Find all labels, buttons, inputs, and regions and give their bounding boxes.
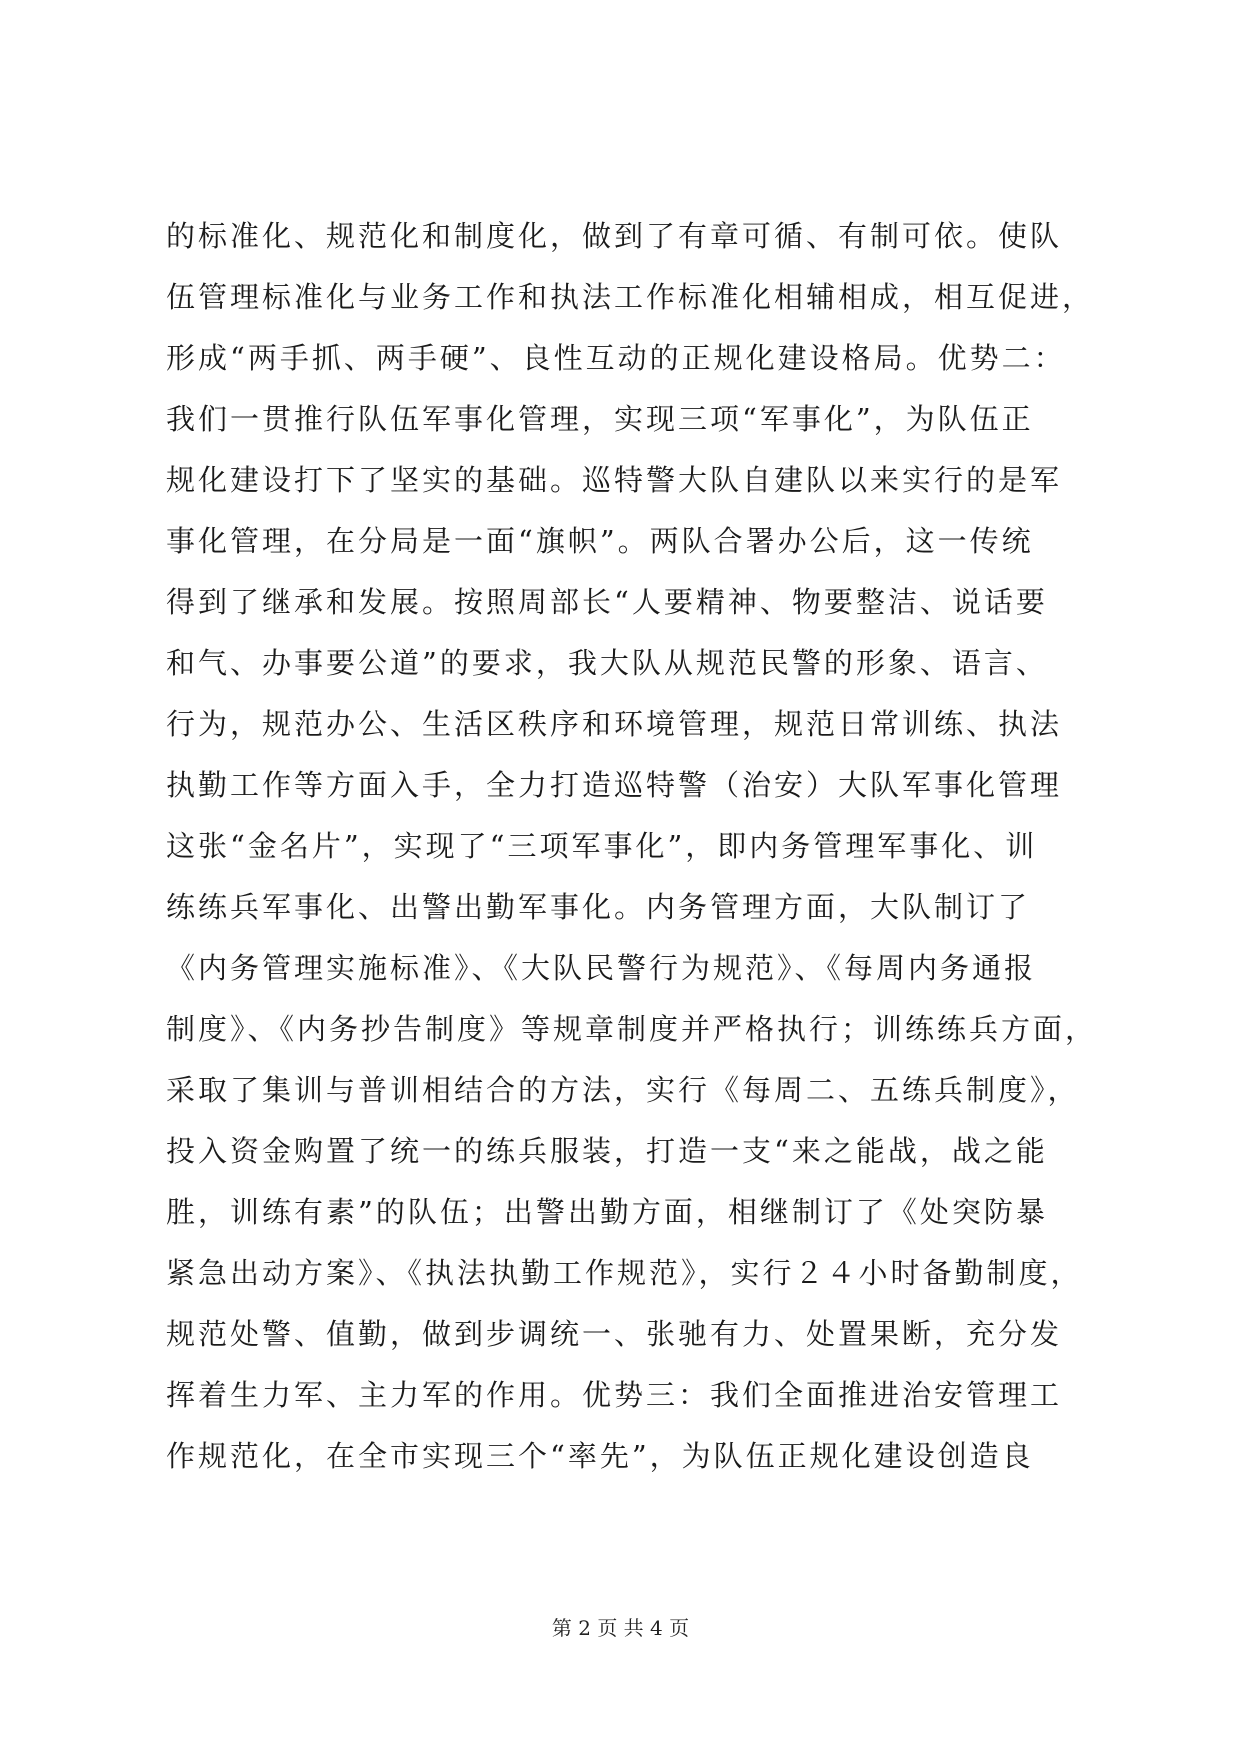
text-line: 事化管理，在分局是一面“旗帜”。两队合署办公后，这一传统 <box>166 524 1034 558</box>
text-line: 采取了集训与普训相结合的方法，实行《每周二、五练兵制度》， <box>166 1073 1080 1107</box>
text-line: 练练兵军事化、出警出勤军事化。内务管理方面，大队制订了 <box>166 890 1031 924</box>
text-line: 这张“金名片”，实现了“三项军事化”，即内务管理军事化、训 <box>166 829 1038 863</box>
text-line: 规化建设打下了坚实的基础。巡特警大队自建队以来实行的是军 <box>166 463 1063 497</box>
text-line: 胜，训练有素”的队伍；出警出勤方面，相继制订了《处突防暴 <box>166 1195 1048 1229</box>
text-line: 挥着生力军、主力军的作用。优势三：我们全面推进治安管理工 <box>166 1378 1063 1412</box>
text-line: 执勤工作等方面入手，全力打造巡特警（治安）大队军事化管理 <box>166 768 1063 802</box>
body-text <box>166 206 1126 1487</box>
text-line: 规范处警、值勤，做到步调统一、张驰有力、处置果断，充分发 <box>166 1317 1063 1351</box>
text-line: 行为，规范办公、生活区秩序和环境管理，规范日常训练、执法 <box>166 707 1063 741</box>
text-line: 紧急出动方案》、《执法执勤工作规范》，实行２４小时备勤制度， <box>166 1256 1083 1290</box>
text-line: 作规范化，在全市实现三个“率先”，为队伍正规化建设创造良 <box>166 1439 1034 1473</box>
text-line: 的标准化、规范化和制度化，做到了有章可循、有制可依。使队 <box>166 219 1063 253</box>
text-line: 形成“两手抓、两手硬”、良性互动的正规化建设格局。优势二： <box>166 341 1066 375</box>
text-line: 得到了继承和发展。按照周部长“人要精神、物要整洁、说话要 <box>166 585 1048 619</box>
text-line: 伍管理标准化与业务工作和执法工作标准化相辅相成，相互促进， <box>166 280 1095 314</box>
text-line: 和气、办事要公道”的要求，我大队从规范民警的形象、语言、 <box>166 646 1048 680</box>
text-line: 我们一贯推行队伍军事化管理，实现三项“军事化”，为队伍正 <box>166 402 1034 436</box>
text-line: 制度》、《内务抄告制度》等规章制度并严格执行；训练练兵方面， <box>166 1012 1098 1046</box>
text-line: 《内务管理实施标准》、《大队民警行为规范》、《每周内务通报 <box>166 951 1037 985</box>
page-number-footer: 第 2 页 共 4 页 <box>551 1616 690 1640</box>
text-line: 投入资金购置了统一的练兵服装，打造一支“来之能战，战之能 <box>166 1134 1048 1168</box>
